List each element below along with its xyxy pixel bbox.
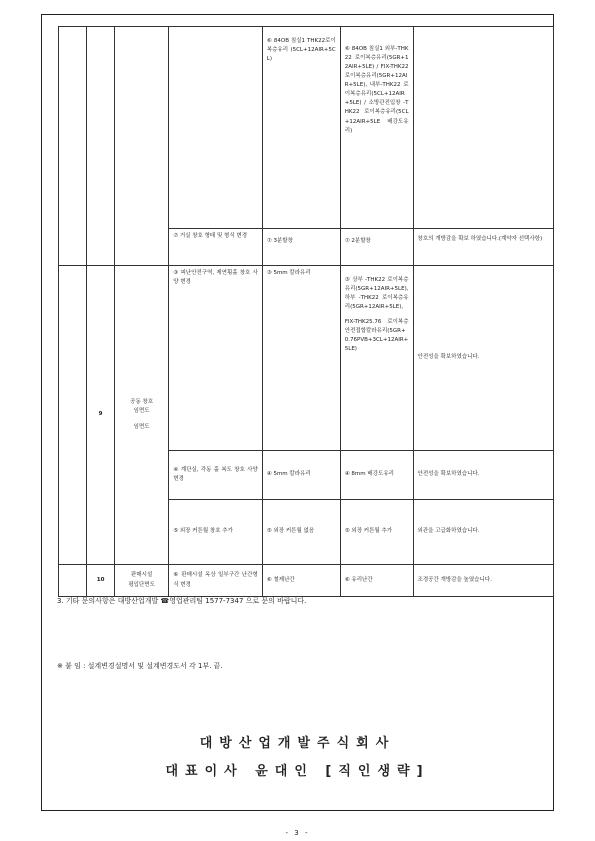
inquiry-note: 3. 기타 문의사항은 대방산업개발 ☎영업관리팀 1577-7347 으로 문의 바랍니다. — [57, 597, 307, 605]
cell-item: ⑤ 외장 커튼월 창호 추가 — [169, 500, 263, 565]
cell-empty — [87, 27, 115, 266]
cell-remark: 외관을 고급화하였습니다. — [413, 500, 553, 565]
cell-after: ⑤ 외장 커튼월 추가 — [340, 500, 413, 565]
cell-empty — [59, 565, 87, 597]
cell-before: ⑦ 3분할창 — [262, 229, 340, 266]
item-number: 9 — [87, 266, 115, 565]
cell-before: ⑥ 84OB 침실1 THK22로이복층유리 (5CL+12AIR+5CL) — [262, 27, 340, 229]
ceo-signature: 대표이사 윤대인 [직인생략] — [165, 764, 430, 779]
after-text: ③ 상부 -THK22 로이복층유리(5GR+12AIR+5LE), 하부 -THK22 로이복층유리(5GR+12AIR+5LE), — [344, 277, 409, 311]
cell-empty — [59, 266, 87, 565]
cell-after: ④ 8mm 배강도유리 — [340, 451, 413, 500]
cell-item: ④ 계단실, 각동 홀 복도 창호 사양 변경 — [169, 451, 263, 500]
category-label: 판매시설 — [131, 572, 153, 579]
cell-empty — [413, 27, 553, 229]
cell-remark: 조경공간 개방감을 높였습니다. — [413, 565, 553, 597]
table-row — [59, 27, 554, 229]
cell-after: ⑥ 84OB 침실1 외부-THK22 로이복층유리(5GR+12AIR+5LE) / FIX-THK22 로이복층유리(5GR+12AIR+5LE), 내부-THK22 로이복층유리(5CL+12AIR+5LE) / 소방관진입창 -THK22 로이복층유리(5CL+12AIR+5LE 배강도유리) — [340, 27, 413, 229]
category-cell — [115, 565, 169, 597]
table-row — [59, 266, 554, 451]
category-label: 공동 창호 — [130, 399, 154, 406]
attachment-note: ※ 붙 임 : 설계변경설명서 및 설계변경도서 각 1부. 끝. — [57, 662, 223, 670]
cell-empty — [59, 27, 87, 266]
cell-empty — [115, 27, 169, 266]
category-label: 평입단면도 — [128, 581, 155, 588]
cell-item: ⑥ 판매시설 옥상 일부구간 난간형식 변경 — [169, 565, 263, 597]
cell-remark: 안전성을 확보하였습니다. — [413, 451, 553, 500]
cell-remark: 창호의 개방감을 확보 하였습니다.(계약자 선택사항) — [413, 229, 553, 266]
cell-after: ⑦ 2분할창 — [340, 229, 413, 266]
cell-item: ⑦ 거실 창호 형태 및 형식 변경 — [169, 229, 263, 266]
company-name: 대방산업개발주식회사 — [199, 736, 396, 751]
cell-empty — [169, 27, 263, 229]
cell-before: ⑤ 외장 커튼월 없음 — [262, 500, 340, 565]
cell-after — [340, 266, 413, 451]
category-label: 임면도 — [133, 408, 150, 415]
cell-after: ⑥ 유리난간 — [340, 565, 413, 597]
page-number: - 3 - — [285, 829, 310, 837]
cell-remark: 안전성을 확보하였습니다. — [413, 266, 553, 451]
category-cell — [115, 266, 169, 565]
cell-before: ④ 5mm 칼라유리 — [262, 451, 340, 500]
after-text: FIX-THK25.76 로이복층안전접합칼라유리(5GR+0.76PVB+3CL+12AIR+5LE) — [344, 319, 409, 353]
item-number: 10 — [87, 565, 115, 597]
cell-item: ③ 피난안전구역, 제연횡홀 창호 사양 변경 — [169, 266, 263, 451]
cell-before: ③ 5mm 칼라유리 — [262, 266, 340, 451]
design-change-table — [58, 26, 554, 597]
cell-before: ⑥ 철제난간 — [262, 565, 340, 597]
table-row — [59, 565, 554, 597]
category-label: 임면도 — [133, 423, 150, 430]
